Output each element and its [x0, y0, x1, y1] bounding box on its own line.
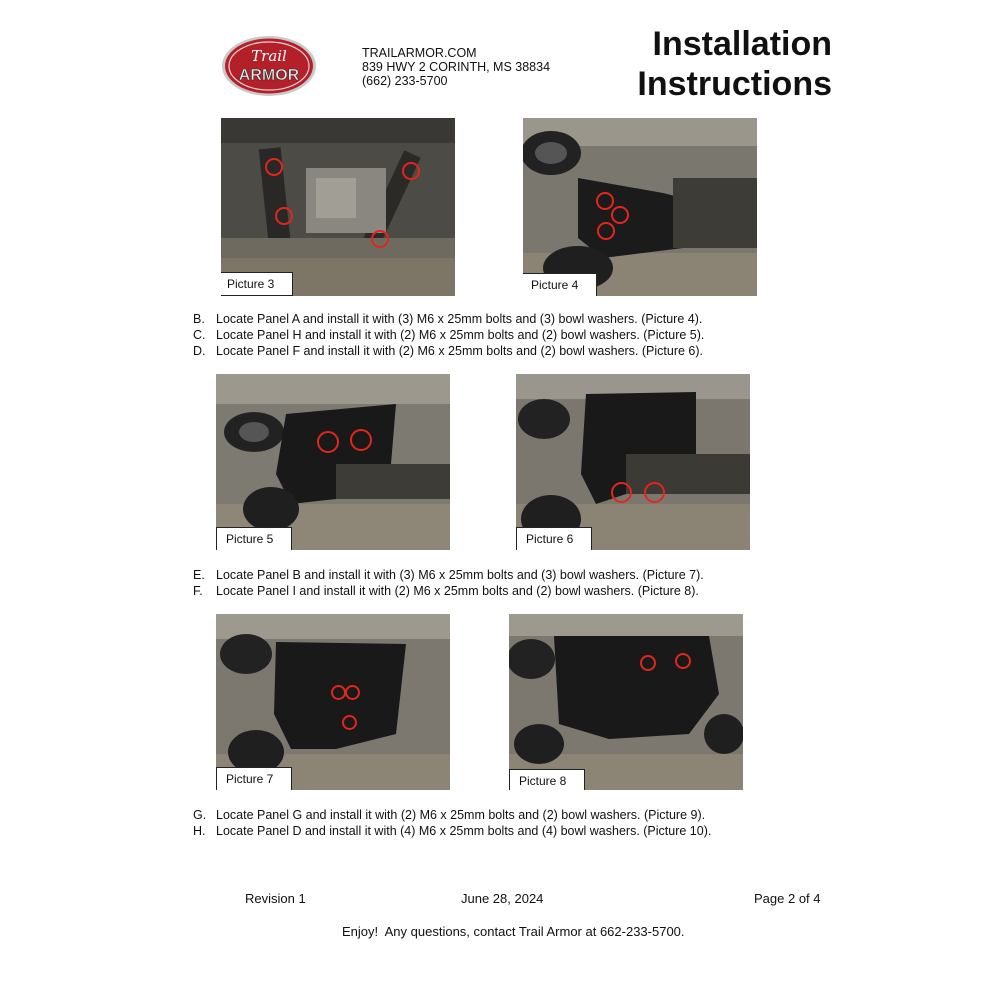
step-item: [193, 583, 704, 599]
step-text: Locate Panel G and install it with (2) M6 x 25mm bolts and (2) bowl washers. (Picture 9).: [216, 808, 706, 822]
company-info: [362, 46, 550, 88]
company-address: 839 HWY 2 CORINTH, MS 38834: [362, 60, 551, 74]
svg-text:Trail: Trail: [251, 47, 287, 65]
picture-6-caption: Picture 6: [516, 527, 592, 550]
steps-group-3: [193, 807, 711, 839]
step-item: [193, 807, 711, 823]
bolt-marker: [371, 230, 389, 248]
step-text: Locate Panel B and install it with (3) M6 x 25mm bolts and (3) bowl washers. (Picture 7).: [216, 568, 704, 582]
bolt-marker: [350, 429, 372, 451]
footer-revision: Revision 1: [245, 891, 306, 906]
company-website: TRAILARMOR.COM: [362, 46, 477, 60]
step-letter: G.: [193, 808, 207, 822]
bolt-marker: [331, 685, 346, 700]
step-item: [193, 567, 704, 583]
bolt-marker: [644, 482, 665, 503]
step-text: Locate Panel D and install it with (4) M6 x 25mm bolts and (4) bowl washers. (Picture 10).: [216, 824, 712, 838]
bolt-marker: [317, 431, 339, 453]
title-line-1: Installation: [652, 25, 832, 63]
picture-7-caption: Picture 7: [216, 767, 292, 790]
footer-page-number: Page 2 of 4: [754, 891, 821, 906]
step-letter: F.: [193, 584, 203, 598]
title-line-2: Instructions: [637, 65, 832, 103]
step-letter: D.: [193, 344, 206, 358]
step-item: [193, 311, 704, 327]
step-item: [193, 343, 704, 359]
picture-5-photo: [216, 374, 450, 550]
bolt-marker: [640, 655, 656, 671]
step-item: [193, 327, 704, 343]
step-item: [193, 823, 711, 839]
picture-4-photo: [523, 118, 757, 296]
bolt-marker: [275, 207, 293, 225]
bolt-marker: [402, 162, 420, 180]
footer-date: June 28, 2024: [461, 891, 544, 906]
document-title: [637, 24, 832, 104]
step-text: Locate Panel I and install it with (2) M6 x 25mm bolts and (2) bowl washers. (Picture 8).: [216, 584, 699, 598]
step-text: Locate Panel F and install it with (2) M6 x 25mm bolts and (2) bowl washers. (Picture 6).: [216, 344, 704, 358]
bolt-marker: [345, 685, 360, 700]
step-text: Locate Panel A and install it with (3) M6 x 25mm bolts and (3) bowl washers. (Picture 4).: [216, 312, 703, 326]
picture-5-caption: Picture 5: [216, 527, 292, 550]
bolt-marker: [611, 482, 632, 503]
company-phone: (662) 233-5700: [362, 74, 448, 88]
step-letter: C.: [193, 328, 206, 342]
picture-8-caption: Picture 8: [509, 769, 585, 790]
bolt-marker: [675, 653, 691, 669]
trail-armor-logo: [220, 34, 318, 98]
picture-8-photo: [509, 614, 743, 790]
picture-3-caption: Picture 3: [221, 272, 293, 296]
bolt-marker: [596, 192, 614, 210]
picture-7-photo: [216, 614, 450, 790]
bolt-marker: [611, 206, 629, 224]
picture-4-caption: Picture 4: [523, 273, 597, 296]
picture-6-photo: [516, 374, 750, 550]
bolt-marker: [597, 222, 615, 240]
footer-contact-note: Enjoy! Any questions, contact Trail Armor at 662-233-5700.: [342, 924, 685, 939]
step-text: Locate Panel H and install it with (2) M6 x 25mm bolts and (2) bowl washers. (Picture 5).: [216, 328, 705, 342]
step-letter: B.: [193, 312, 205, 326]
step-letter: H.: [193, 824, 206, 838]
step-letter: E.: [193, 568, 205, 582]
svg-text:ARMOR: ARMOR: [238, 67, 300, 84]
steps-group-1: [193, 311, 704, 359]
bolt-marker: [265, 158, 283, 176]
picture-3-photo: [221, 118, 455, 296]
bolt-marker: [342, 715, 357, 730]
steps-group-2: [193, 567, 704, 599]
